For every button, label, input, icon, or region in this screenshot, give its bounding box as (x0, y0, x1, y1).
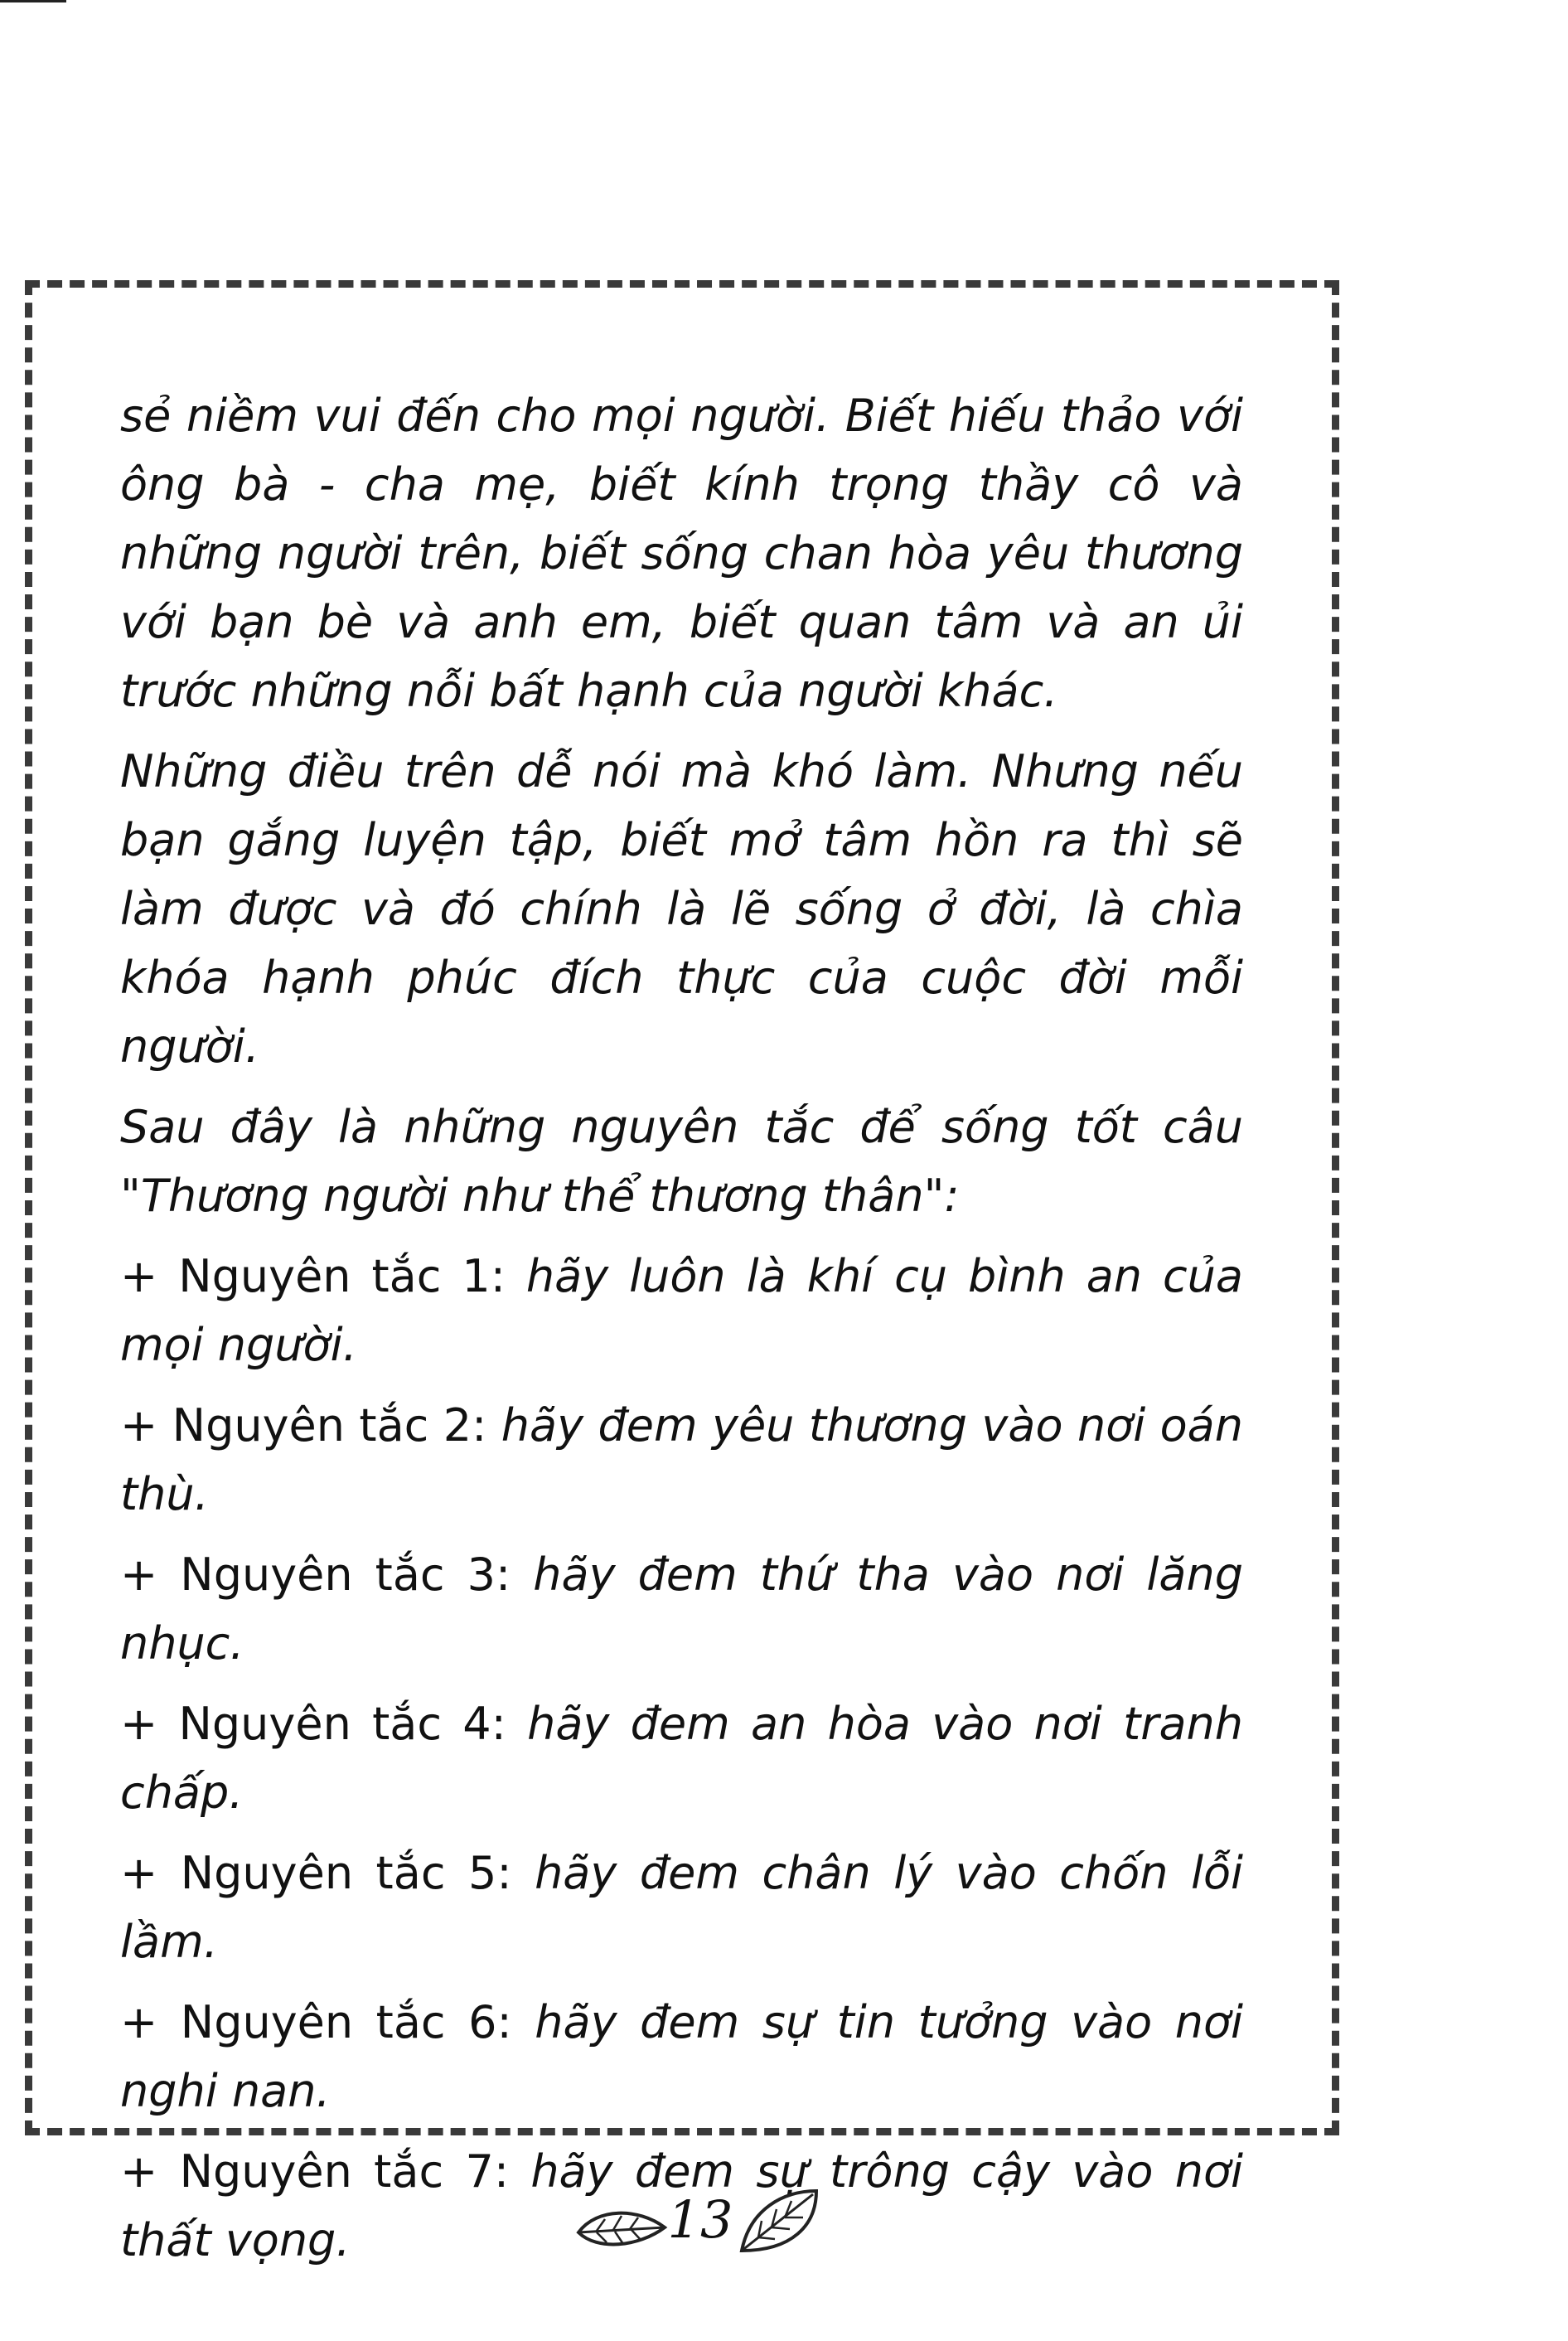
principle-label: + Nguyên tắc 1: (120, 1250, 506, 1302)
principle-text: hãy đem yêu thương vào nơi oán thù. (120, 1399, 1243, 1520)
principle-label: + Nguyên tắc 4: (120, 1698, 506, 1750)
principle-2 (120, 1391, 1243, 1529)
page-footer (0, 2176, 1568, 2276)
principle-text: hãy đem sự trông cậy vào nơi thất vọng. (120, 2145, 1243, 2266)
paragraph-2: Những điều trên dễ nói mà khó làm. Nhưng nếu bạn gắng luyện tập, biết mở tâm hồn ra thì sẽ làm được và đó chính là lẽ sống ở đời, là chìa khóa hạnh phúc đích thực của cuộc đời mỗi người. (120, 745, 1243, 1073)
leaf-icon (733, 2184, 825, 2259)
principle-label: + Nguyên tắc 7: (120, 2145, 510, 2198)
page-number: 13 (667, 2189, 733, 2250)
principle-text: hãy luôn là khí cụ bình an của mọi người. (120, 1250, 1244, 1371)
principle-1 (120, 1242, 1243, 1379)
principle-5 (120, 1839, 1243, 1976)
paragraph-3: Sau đây là những nguyên tắc để sống tốt câu "Thương người như thể thương thân": (120, 1101, 1243, 1222)
paragraph-1: sẻ niềm vui đến cho mọi người. Biết hiếu thảo với ông bà - cha mẹ, biết kính trọng thầy cô và những người trên, biết sống chan hòa yêu thương với bạn bè và anh em, biết quan tâm và an ủi trước những nỗi bất hạnh của người khác. (120, 390, 1243, 717)
principle-text: hãy đem sự tin tưởng vào nơi nghi nan. (120, 1996, 1244, 2117)
principle-label: + Nguyên tắc 3: (120, 1549, 511, 1601)
principle-text: hãy đem thứ tha vào nơi lăng nhục. (120, 1549, 1243, 1670)
top-rule (0, 0, 66, 2)
principle-label: + Nguyên tắc 2: (120, 1399, 487, 1452)
principle-4 (120, 1689, 1243, 1827)
principle-text: hãy đem chân lý vào chốn lỗi lầm. (120, 1847, 1243, 1968)
page-body (120, 381, 1243, 2286)
principle-text: hãy đem an hòa vào nơi tranh chấp. (120, 1698, 1243, 1819)
leaf-icon (572, 2199, 671, 2257)
principle-label: + Nguyên tắc 5: (120, 1847, 512, 1899)
principle-label: + Nguyên tắc 6: (120, 1996, 512, 2048)
principle-6 (120, 1988, 1243, 2125)
principle-3 (120, 1540, 1243, 1678)
